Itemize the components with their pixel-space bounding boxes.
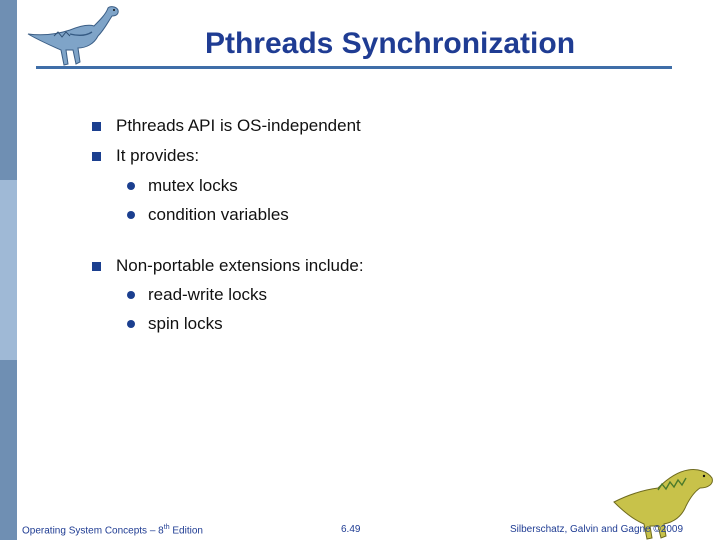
footer-book-title: Operating System Concepts – 8th Edition (22, 524, 203, 537)
square-bullet-icon (92, 122, 101, 131)
round-bullet-icon (127, 320, 135, 328)
square-bullet-icon (92, 152, 101, 161)
bullet-text: It provides: (116, 146, 200, 165)
bullet-api (92, 116, 361, 136)
dinosaur-illustration-top (24, 4, 136, 70)
slide-title: Pthreads Synchronization (204, 27, 576, 60)
round-bullet-icon (127, 211, 135, 219)
round-bullet-icon (127, 182, 135, 190)
left-sidebar-middle (0, 180, 17, 360)
sub-bullet-text: condition variables (148, 205, 289, 224)
bullet-provides (92, 146, 199, 166)
bullet-text: Non-portable extensions include: (116, 256, 364, 275)
sub-bullet-text: read-write locks (148, 285, 268, 304)
bullet-text: Pthreads API is OS-independent (116, 116, 361, 135)
sub-bullet-mutex (127, 176, 238, 196)
sub-bullet-rw-locks (127, 285, 267, 305)
sub-bullet-spin-locks (127, 314, 223, 334)
footer-page-number: 6.49 (341, 524, 361, 535)
footer-authors: Silberschatz, Galvin and Gagne ©2009 (510, 524, 684, 535)
round-bullet-icon (127, 291, 135, 299)
sub-bullet-condition-variables (127, 205, 289, 225)
square-bullet-icon (92, 262, 101, 271)
bullet-extensions (92, 256, 364, 276)
left-sidebar-top (0, 0, 17, 180)
sub-bullet-text: mutex locks (148, 176, 238, 195)
sub-bullet-text: spin locks (148, 314, 223, 333)
title-underline (36, 66, 672, 69)
left-sidebar-bottom (0, 360, 17, 540)
